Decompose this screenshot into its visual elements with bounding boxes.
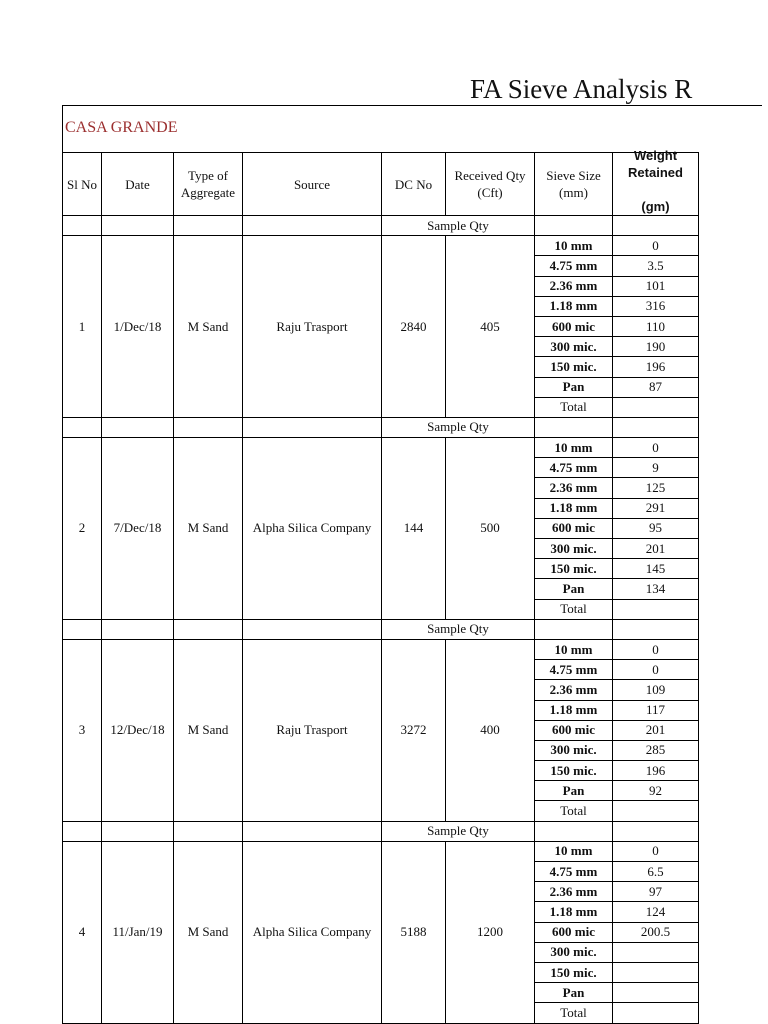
sample-qty-row	[63, 619, 699, 639]
cell-type: M Sand	[174, 438, 243, 620]
sample-qty-row	[63, 821, 699, 841]
cell-sieve-size: 600 mic	[535, 922, 613, 942]
cell-sieve-size: 1.18 mm	[535, 902, 613, 922]
cell-weight-retained: 196	[613, 357, 699, 377]
cell-weight-retained: 9	[613, 458, 699, 478]
company-name: CASA GRANDE	[65, 119, 178, 136]
cell-date: 1/Dec/18	[102, 236, 174, 418]
cell-sieve-size: 600 mic	[535, 518, 613, 538]
cell-weight-retained: 0	[613, 639, 699, 659]
header-sieve-size: Sieve Size (mm)	[535, 153, 613, 216]
cell-sieve-size: 300 mic.	[535, 539, 613, 559]
cell-dc-no: 2840	[382, 236, 446, 418]
cell-type: M Sand	[174, 841, 243, 1023]
cell-sieve-size: 1.18 mm	[535, 498, 613, 518]
cell-received-qty: 500	[446, 438, 535, 620]
cell-received-qty: 1200	[446, 841, 535, 1023]
cell-sieve-size: 1.18 mm	[535, 296, 613, 316]
header-weight-retained: Weight Retained (gm)	[613, 153, 699, 216]
cell-dc-no: 5188	[382, 841, 446, 1023]
cell-sieve-size: 4.75 mm	[535, 458, 613, 478]
cell-sieve-size: 600 mic	[535, 316, 613, 336]
cell-weight-retained: 196	[613, 761, 699, 781]
cell-weight-retained	[613, 397, 699, 417]
cell-sieve-size: Total	[535, 397, 613, 417]
cell-weight-retained: 285	[613, 740, 699, 760]
cell-date: 12/Dec/18	[102, 639, 174, 821]
cell-sieve-size: 300 mic.	[535, 337, 613, 357]
cell-sl-no: 2	[63, 438, 102, 620]
cell-weight-retained: 125	[613, 478, 699, 498]
cell-weight-retained: 0	[613, 438, 699, 458]
cell-sieve-size: 300 mic.	[535, 740, 613, 760]
cell-weight-retained	[613, 599, 699, 619]
cell-weight-retained: 101	[613, 276, 699, 296]
cell-source: Raju Trasport	[243, 639, 382, 821]
header-received-qty: Received Qty (Cft)	[446, 153, 535, 216]
cell-weight-retained	[613, 983, 699, 1003]
cell-weight-retained: 3.5	[613, 256, 699, 276]
cell-date: 11/Jan/19	[102, 841, 174, 1023]
header-source: Source	[243, 153, 382, 216]
cell-dc-no: 3272	[382, 639, 446, 821]
cell-sieve-size: 2.36 mm	[535, 680, 613, 700]
cell-sieve-size: 150 mic.	[535, 559, 613, 579]
sample-qty-label: Sample Qty	[382, 619, 535, 639]
sieve-table	[62, 148, 699, 1024]
cell-date: 7/Dec/18	[102, 438, 174, 620]
cell-sieve-size: 4.75 mm	[535, 660, 613, 680]
cell-weight-retained: 145	[613, 559, 699, 579]
cell-sieve-size: 2.36 mm	[535, 882, 613, 902]
cell-weight-retained: 92	[613, 781, 699, 801]
cell-weight-retained: 316	[613, 296, 699, 316]
table-row	[63, 639, 699, 659]
sample-qty-label: Sample Qty	[382, 417, 535, 437]
cell-sieve-size: Pan	[535, 377, 613, 397]
cell-weight-retained: 6.5	[613, 862, 699, 882]
cell-weight-retained: 0	[613, 660, 699, 680]
cell-sieve-size: 10 mm	[535, 438, 613, 458]
cell-weight-retained: 117	[613, 700, 699, 720]
cell-sl-no: 3	[63, 639, 102, 821]
cell-sieve-size: Total	[535, 599, 613, 619]
cell-sieve-size: Total	[535, 801, 613, 821]
report-title: FA Sieve Analysis R	[470, 74, 693, 104]
cell-weight-retained: 201	[613, 539, 699, 559]
spreadsheet	[62, 105, 698, 1020]
header-dc-no: DC No	[382, 153, 446, 216]
table-row	[63, 236, 699, 256]
cell-sieve-size: 1.18 mm	[535, 700, 613, 720]
cell-weight-retained: 109	[613, 680, 699, 700]
header-date: Date	[102, 153, 174, 216]
header-type: Type of Aggregate	[174, 153, 243, 216]
header-row	[63, 153, 699, 216]
cell-weight-retained	[613, 962, 699, 982]
cell-weight-retained: 200.5	[613, 922, 699, 942]
cell-sieve-size: 4.75 mm	[535, 256, 613, 276]
cell-weight-retained: 134	[613, 579, 699, 599]
cell-type: M Sand	[174, 639, 243, 821]
cell-weight-retained: 190	[613, 337, 699, 357]
cell-sieve-size: Total	[535, 1003, 613, 1023]
cell-sieve-size: 150 mic.	[535, 357, 613, 377]
cell-sl-no: 4	[63, 841, 102, 1023]
cell-weight-retained: 0	[613, 236, 699, 256]
sample-qty-label: Sample Qty	[382, 821, 535, 841]
cell-received-qty: 400	[446, 639, 535, 821]
cell-weight-retained: 87	[613, 377, 699, 397]
company-row	[62, 105, 699, 152]
cell-source: Alpha Silica Company	[243, 841, 382, 1023]
cell-sieve-size: 150 mic.	[535, 761, 613, 781]
sample-qty-row	[63, 417, 699, 437]
cell-sieve-size: Pan	[535, 579, 613, 599]
cell-weight-retained: 291	[613, 498, 699, 518]
cell-sieve-size: 600 mic	[535, 720, 613, 740]
cell-sieve-size: 2.36 mm	[535, 276, 613, 296]
cell-source: Alpha Silica Company	[243, 438, 382, 620]
cell-dc-no: 144	[382, 438, 446, 620]
cell-sieve-size: 300 mic.	[535, 942, 613, 962]
table-row	[63, 841, 699, 861]
sample-qty-label: Sample Qty	[382, 216, 535, 236]
cell-sieve-size: 10 mm	[535, 236, 613, 256]
cell-source: Raju Trasport	[243, 236, 382, 418]
cell-sieve-size: 10 mm	[535, 841, 613, 861]
cell-sieve-size: Pan	[535, 983, 613, 1003]
cell-weight-retained	[613, 942, 699, 962]
cell-weight-retained: 97	[613, 882, 699, 902]
cell-weight-retained: 110	[613, 316, 699, 336]
cell-sieve-size: 4.75 mm	[535, 862, 613, 882]
cell-weight-retained	[613, 1003, 699, 1023]
cell-sieve-size: 10 mm	[535, 639, 613, 659]
cell-received-qty: 405	[446, 236, 535, 418]
cell-sl-no: 1	[63, 236, 102, 418]
table-row	[63, 438, 699, 458]
cell-weight-retained: 124	[613, 902, 699, 922]
cell-weight-retained: 95	[613, 518, 699, 538]
sample-qty-row	[63, 216, 699, 236]
cell-sieve-size: 150 mic.	[535, 962, 613, 982]
cell-weight-retained: 201	[613, 720, 699, 740]
cell-weight-retained	[613, 801, 699, 821]
cell-weight-retained: 0	[613, 841, 699, 861]
header-sl-no: Sl No	[63, 153, 102, 216]
cell-type: M Sand	[174, 236, 243, 418]
cell-sieve-size: 2.36 mm	[535, 478, 613, 498]
cell-sieve-size: Pan	[535, 781, 613, 801]
